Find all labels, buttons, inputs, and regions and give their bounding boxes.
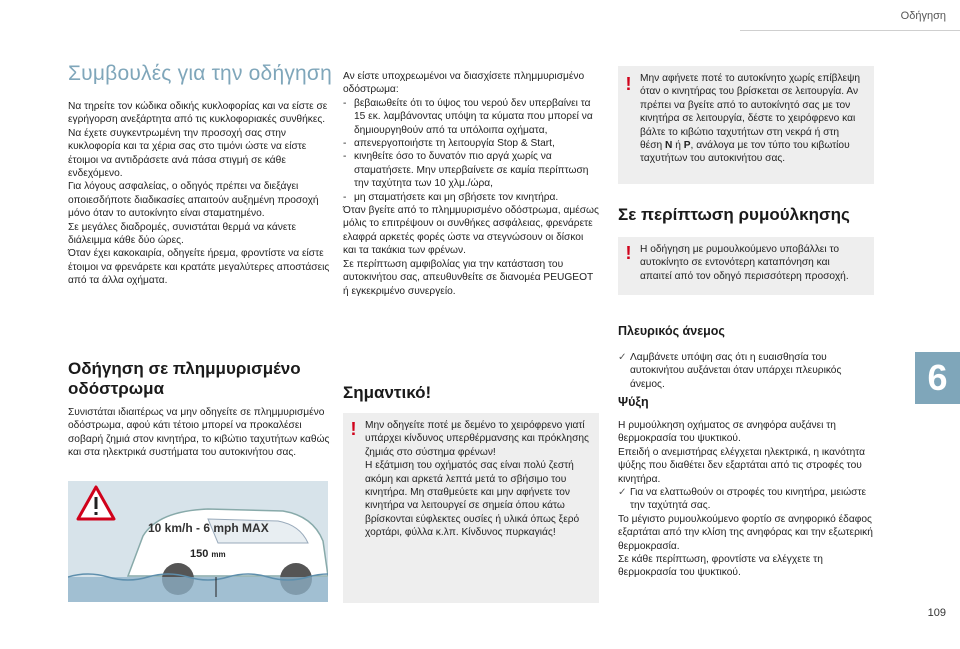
flooded-road-illustration [68, 481, 328, 602]
check-icon: ✓ [618, 352, 627, 363]
check-icon: ✓ [618, 487, 627, 499]
paragraph: Για λόγους ασφαλείας, ο οδηγός πρέπει να διεξάγει οποιεσδήποτε διαδικασίες απαιτούν αυξημένη προσοχή μόνο όταν το αυτοκίνητο είναι σταματημένο. [68, 181, 319, 220]
engine-running-note-text: Μην αφήνετε ποτέ το αυτοκίνητο χωρίς επίβλεψη όταν ο κινητήρας του βρίσκεται σε λειτουργία. Αν πρέπει να βγείτε από το αυτοκίνητό σας με τον κινητήρα σε λειτουργία, δέστε το χειρόφρενο και βάλτε το κιβώτιο ταχυτήτων στη νεκρά ή στη θέση N ή P, ανάλογα με τον τύπο του κιβωτίου ταχυτήτων του αυτοκινήτου σας. [640, 73, 861, 165]
warning-dot [95, 512, 98, 515]
car-in-water-drawing [68, 481, 328, 602]
flooded-instructions [343, 70, 599, 298]
paragraph: Να τηρείτε τον κώδικα οδικής κυκλοφορίας και να είστε σε εγρήγορση ανεξάρτητα από τις κυκλοφοριακές συνθήκες. [68, 101, 328, 126]
section-heading-important: Σημαντικό! [343, 383, 432, 402]
list-item: - κινηθείτε όσο το δυνατόν πιο αργά χωρίς να σταματήσετε. Μην υπερβαίνετε σε καμία περίπτωση την ταχύτητα των 10 χλμ./ώρα, [343, 151, 589, 190]
speed-limit-label: 10 km/h - 6 mph MAX [148, 521, 269, 535]
water-depth-label: 150 mm [190, 548, 226, 560]
paragraph: Σε περίπτωση αμφιβολίας για την κατάσταση του αυτοκινήτου σας, απευθυνθείτε σε διανομέα PEUGEOT ή εγκεκριμένο συνεργείο. [343, 258, 594, 297]
flooded-text: Συνιστάται ιδιαιτέρως να μην οδηγείτε σε πλημμυρισμένο οδόστρωμα, αφού κάτι τέτοιο μπορεί να προκαλέσει σοβαρή ζημιά στον κινητήρα, το κιβώτιο ταχυτήτων καθώς και στα ηλεκτρικά συστήματα του αυτοκινήτου σας. [68, 407, 330, 459]
paragraph: Το μέγιστο ρυμουλκούμενο φορτίο σε ανηφορικό έδαφος εξαρτάται από την κλίση της ανηφόρας και την εξωτερική θερμοκρασία. [618, 513, 873, 552]
running-header: Οδήγηση [900, 10, 946, 22]
important-note-text: Μην οδηγείτε ποτέ με δεμένο το χειρόφρενο γιατί υπάρχει κίνδυνος υπερθέρμανσης και πρόκλησης ζημιάς στο σύστημα φρένων! Η εξάτμιση του οχήματός σας είναι πολύ ζεστή ακόμη και αρκετά λεπτά μετά το σβήσιμο του κινητήρα. Μη σταθμεύετε και μην αφήνετε τον κινητήρα να λειτουργεί σε σημεία όπου κάτω βρίσκονται εύφλεκτες ουσίες ή υλικά όπως ξερό χορτάρι, φύλλα κ.λπ. Κίνδυνος πυρκαγιάς! [365, 420, 589, 539]
list-item: - απενεργοποιήστε τη λειτουργία Stop & Start, [343, 138, 555, 150]
list-item: - βεβαιωθείτε ότι το ύψος του νερού δεν υπερβαίνει τα 15 εκ. λαμβάνοντας υπόψη τα κύματα που μπορεί να δημιουργηθούν από τα υπόλοιπα οχήματα, [343, 97, 593, 136]
page-title: Συμβουλές για την οδήγηση [68, 62, 332, 85]
warning-icon: ! [625, 74, 632, 94]
towing-note-box [618, 237, 874, 295]
cooling-text [618, 419, 874, 580]
page-number: 109 [927, 607, 946, 619]
paragraph: Όταν έχει κακοκαιρία, οδηγείτε ήρεμα, φροντίστε να είστε έτοιμοι να φρενάρετε και κρατάτε μεγαλύτερες αποστάσεις από τα άλλα οχήματα. [68, 248, 330, 287]
subheading-crosswind: Πλευρικός άνεμος [618, 324, 725, 338]
paragraph: Σε μεγάλες διαδρομές, συνιστάται θερμά να κάνετε διάλειμμα κάθε δύο ώρες. [68, 221, 296, 247]
section-heading-towing: Σε περίπτωση ρυμούλκησης [618, 205, 850, 224]
chapter-tab: 6 [915, 352, 960, 404]
engine-running-note-box [618, 66, 874, 184]
subheading-cooling: Ψύξη [618, 395, 649, 409]
header-rule [740, 30, 960, 31]
paragraph: Επειδή ο ανεμιστήρας ελέγχεται ηλεκτρικά, η ικανότητα ψύξης που διαθέτει δεν εξαρτάται από τις στροφές του κινητήρα. [618, 446, 866, 485]
list-item: ✓ Λαμβάνετε υπόψη σας ότι η ευαισθησία του αυτοκινήτου αυξάνεται όταν υπάρχει πλευρικός άνεμος. [618, 352, 842, 390]
warning-icon: ! [625, 243, 632, 263]
water-level [68, 577, 328, 602]
paragraph: Όταν βγείτε από το πλημμυρισμένο οδόστρωμα, αμέσως μόλις το επιτρέψουν οι συνθήκες ασφάλειας, φρενάρετε ελαφρά αρκετές φορές ώστε να στεγνώσουν οι δίσκοι και τα τακάκια των φρένων. [343, 205, 599, 257]
section-heading-flooded: Οδήγηση σε πλημμυρισμένο οδόστρωμα [68, 359, 301, 398]
paragraph: Η ρυμούλκηση οχήματος σε ανηφόρα αυξάνει τη θερμοκρασία του ψυκτικού. [618, 420, 836, 445]
important-note-box [343, 413, 599, 603]
towing-note-text: Η οδήγηση με ρυμουλκούμενο υποβάλλει το αυτοκίνητο σε εντονότερη καταπόνηση και απαιτεί από τον οδηγό περισσότερη προσοχή. [640, 244, 849, 282]
warning-mark [95, 497, 98, 509]
warning-icon: ! [350, 419, 357, 439]
list-item: - μη σταματήσετε και μη σβήσετε τον κινητήρα. [343, 191, 559, 203]
paragraph: Σε κάθε περίπτωση, φροντίστε να ελέγχετε τη θερμοκρασία του ψυκτικού. [618, 554, 823, 579]
paragraph: Αν είστε υποχρεωμένοι να διασχίσετε πλημμυρισμένο οδόστρωμα: [343, 71, 585, 96]
driving-advice-intro [68, 100, 330, 288]
crosswind-text [618, 351, 874, 391]
paragraph: Να έχετε συγκεντρωμένη την προσοχή σας στην κυκλοφορία και τα χέρια σας στο τιμόνι ώστε να είστε έτοιμοι να αντιδράσετε ανά πάσα στιγμή σε κάθε ενδεχόμενο. [68, 127, 307, 180]
list-item: ✓ Για να ελαττωθούν οι στροφές του κινητήρα, μειώστε την ταχύτητά σας. [618, 487, 867, 512]
